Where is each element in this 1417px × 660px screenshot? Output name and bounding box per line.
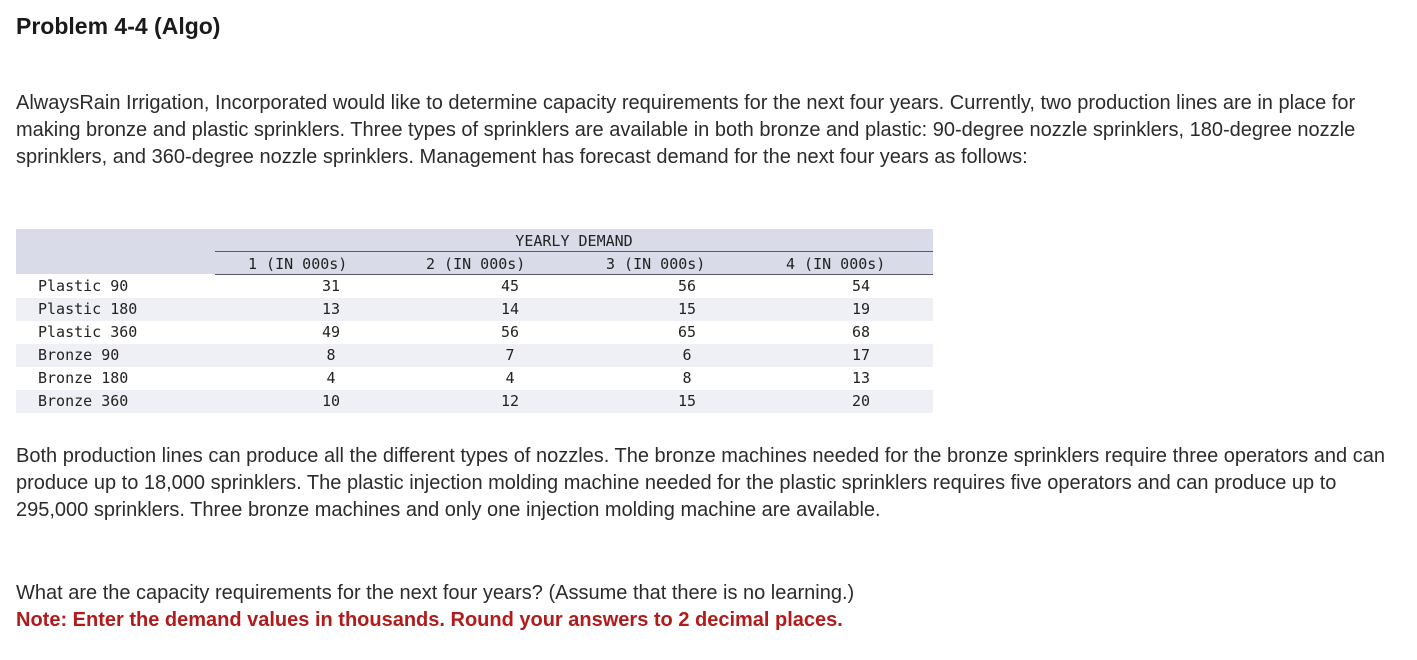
column-header-year-3: 3 (IN 000s) [606, 255, 706, 273]
column-header-year-2: 2 (IN 000s) [426, 255, 526, 273]
table-cell: 13 [851, 369, 871, 387]
table-cell: 13 [321, 300, 341, 318]
table-cell: 7 [505, 346, 515, 364]
table-cell: 68 [851, 323, 871, 341]
table-cell: 12 [500, 392, 520, 410]
row-label: Plastic 180 [38, 300, 138, 318]
yearly-demand-header: YEARLY DEMAND [515, 232, 633, 250]
row-label: Bronze 360 [38, 392, 129, 410]
table-cell: 6 [682, 346, 692, 364]
table-cell: 20 [851, 392, 871, 410]
table-cell: 56 [500, 323, 520, 341]
question-block [16, 580, 1396, 634]
problem-title: Problem 4-4 (Algo) [16, 13, 221, 39]
table-cell: 14 [500, 300, 520, 318]
table-row [16, 321, 933, 344]
yearly-demand-table [16, 229, 933, 414]
table-cell: 15 [677, 300, 697, 318]
column-header-year-4: 4 (IN 000s) [786, 255, 886, 273]
table-row [16, 367, 933, 390]
body-paragraph: Both production lines can produce all the different types of nozzles. The bronze machines needed for the bronze sprinklers require three operators and can produce up to 18,000 sprinklers. The plastic injection molding machine needed for the plastic sprinklers requires five operators and can produce up to 295,000 sprinklers. Three bronze machines and only one injection molding machine are available. [16, 445, 1385, 521]
table-cell: 17 [851, 346, 871, 364]
table-cell: 54 [851, 277, 871, 295]
table-cell: 4 [326, 369, 336, 387]
table-row [16, 390, 933, 413]
table-cell: 65 [677, 323, 697, 341]
header-divider-top [215, 251, 933, 252]
table-cell: 8 [682, 369, 692, 387]
answer-note: Note: Enter the demand values in thousands. Round your answers to 2 decimal places. [16, 609, 843, 631]
table-row [16, 298, 933, 321]
row-label: Bronze 180 [38, 369, 129, 387]
row-label: Bronze 90 [38, 346, 120, 364]
question-text: What are the capacity requirements for the next four years? (Assume that there is no learning.) [16, 582, 855, 604]
table-cell: 49 [321, 323, 341, 341]
table-cell: 10 [321, 392, 341, 410]
column-header-year-1: 1 (IN 000s) [248, 255, 348, 273]
table-row [16, 344, 933, 367]
table-cell: 31 [321, 277, 341, 295]
table-cell: 4 [505, 369, 515, 387]
row-label: Plastic 90 [38, 277, 129, 295]
table-cell: 45 [500, 277, 520, 295]
table-cell: 15 [677, 392, 697, 410]
table-cell: 56 [677, 277, 697, 295]
row-label: Plastic 360 [38, 323, 138, 341]
table-row [16, 275, 933, 298]
table-cell: 19 [851, 300, 871, 318]
intro-paragraph: AlwaysRain Irrigation, Incorporated would like to determine capacity requirements for the next four years. Currently, two production lines are in place for making bronze and plastic sprinklers. Three types of sprinklers are available in both bronze and plastic: 90-degree nozzle sprinklers, 180-degree nozzle sprinklers, and 360-degree nozzle sprinklers. Management has forecast demand for the next four years as follows: [16, 92, 1356, 168]
table-cell: 8 [326, 346, 336, 364]
